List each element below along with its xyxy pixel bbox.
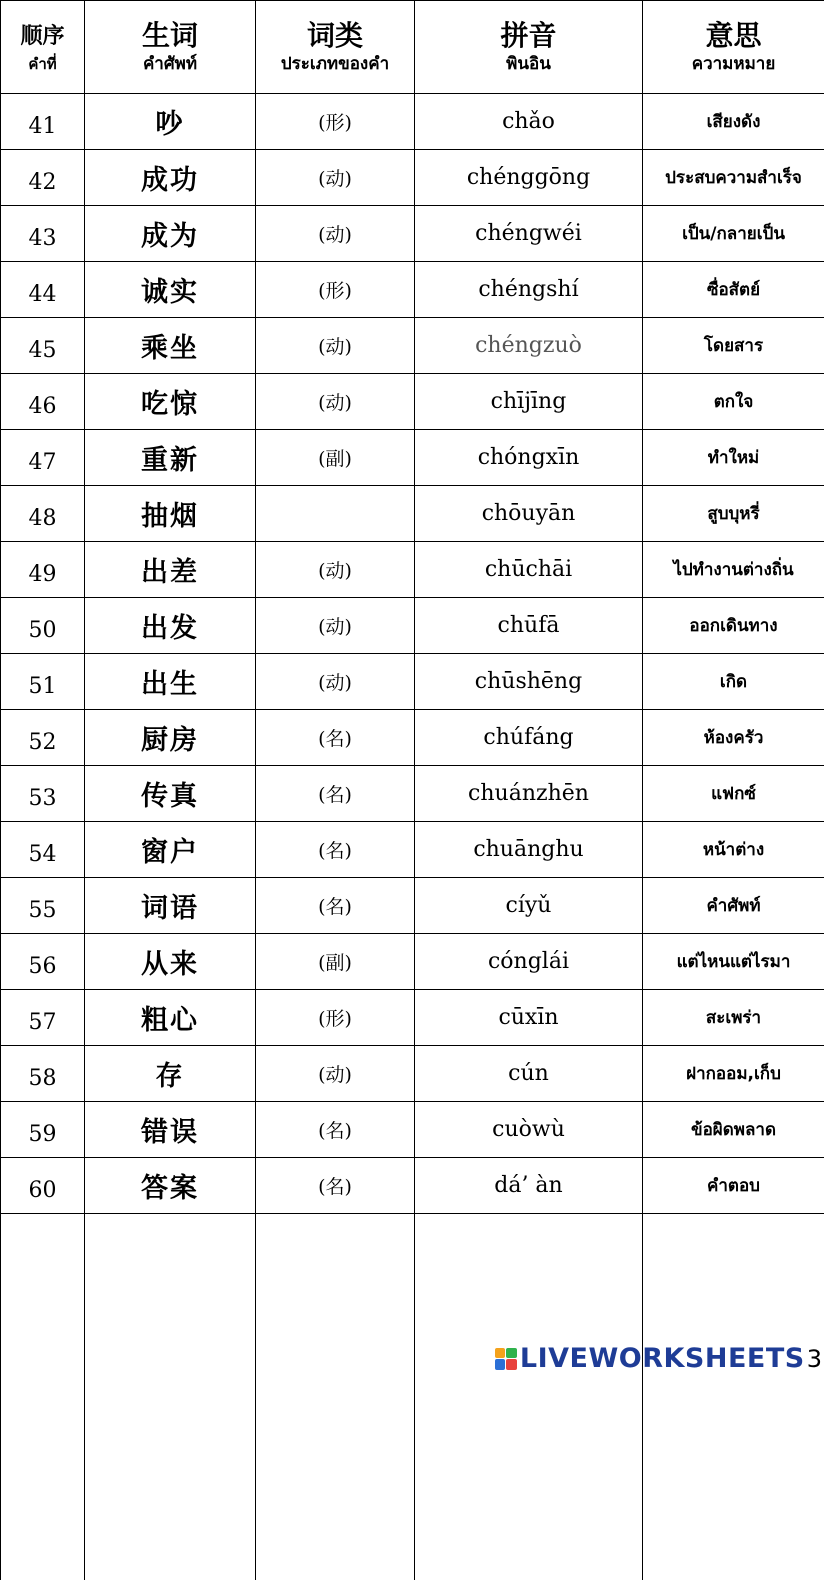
pinyin: chénggōng bbox=[415, 150, 643, 206]
thai-meaning: ฝากออม,เก็บ bbox=[643, 1046, 824, 1102]
pinyin: chūchāi bbox=[415, 542, 643, 598]
thai-meaning: หน้าต่าง bbox=[643, 822, 824, 878]
table-row bbox=[1, 486, 824, 542]
chinese-word: 重新 bbox=[85, 430, 256, 486]
pinyin: cuòwù bbox=[415, 1102, 643, 1158]
part-of-speech: (名) bbox=[256, 1158, 415, 1214]
thai-meaning: เสียงดัง bbox=[643, 94, 824, 150]
pinyin: chéngzuò bbox=[415, 318, 643, 374]
row-number: 44 bbox=[1, 262, 85, 318]
row-number: 47 bbox=[1, 430, 85, 486]
table-row bbox=[1, 766, 824, 822]
chinese-word: 存 bbox=[85, 1046, 256, 1102]
chinese-word: 窗户 bbox=[85, 822, 256, 878]
chinese-word: 从来 bbox=[85, 934, 256, 990]
table-row bbox=[1, 542, 824, 598]
part-of-speech: (动) bbox=[256, 206, 415, 262]
table-row bbox=[1, 206, 824, 262]
header-pos-zh: 词类 bbox=[256, 19, 414, 53]
row-number: 49 bbox=[1, 542, 85, 598]
row-number: 57 bbox=[1, 990, 85, 1046]
header-order-th: คำที่ bbox=[1, 53, 84, 75]
pinyin: chúfáng bbox=[415, 710, 643, 766]
chinese-word: 传真 bbox=[85, 766, 256, 822]
table-row bbox=[1, 1046, 824, 1102]
table-row bbox=[1, 710, 824, 766]
liveworksheets-footer bbox=[495, 1343, 822, 1374]
thai-meaning: ตกใจ bbox=[643, 374, 824, 430]
table-row bbox=[1, 934, 824, 990]
pinyin: cónglái bbox=[415, 934, 643, 990]
empty-filler-row bbox=[1, 1214, 824, 1580]
pinyin: cūxīn bbox=[415, 990, 643, 1046]
chinese-word: 吵 bbox=[85, 94, 256, 150]
chinese-word: 出发 bbox=[85, 598, 256, 654]
table-row bbox=[1, 990, 824, 1046]
pinyin: dá’ àn bbox=[415, 1158, 643, 1214]
header-meaning-zh: 意思 bbox=[643, 19, 824, 53]
empty-cell bbox=[256, 1214, 415, 1580]
table-row bbox=[1, 150, 824, 206]
table-row bbox=[1, 822, 824, 878]
header-pos bbox=[256, 1, 415, 94]
part-of-speech bbox=[256, 486, 415, 542]
part-of-speech: (名) bbox=[256, 710, 415, 766]
row-number: 59 bbox=[1, 1102, 85, 1158]
chinese-word: 乘坐 bbox=[85, 318, 256, 374]
part-of-speech: (名) bbox=[256, 822, 415, 878]
part-of-speech: (形) bbox=[256, 94, 415, 150]
chinese-word: 成为 bbox=[85, 206, 256, 262]
logo-square bbox=[495, 1348, 506, 1359]
header-order bbox=[1, 1, 85, 94]
chinese-word: 粗心 bbox=[85, 990, 256, 1046]
pinyin: chījīng bbox=[415, 374, 643, 430]
part-of-speech: (动) bbox=[256, 542, 415, 598]
thai-meaning: โดยสาร bbox=[643, 318, 824, 374]
table-row bbox=[1, 262, 824, 318]
table-row bbox=[1, 94, 824, 150]
pinyin: chéngwéi bbox=[415, 206, 643, 262]
empty-cell bbox=[643, 1214, 824, 1580]
row-number: 58 bbox=[1, 1046, 85, 1102]
header-pinyin-th: พินอิน bbox=[415, 53, 642, 75]
row-number: 52 bbox=[1, 710, 85, 766]
thai-meaning: เกิด bbox=[643, 654, 824, 710]
part-of-speech: (动) bbox=[256, 150, 415, 206]
table-row bbox=[1, 318, 824, 374]
thai-meaning: ไปทำงานต่างถิ่น bbox=[643, 542, 824, 598]
logo-square bbox=[506, 1359, 517, 1370]
thai-meaning: ซื่อสัตย์ bbox=[643, 262, 824, 318]
chinese-word: 出生 bbox=[85, 654, 256, 710]
header-pos-th: ประเภทของคำ bbox=[256, 53, 414, 75]
row-number: 41 bbox=[1, 94, 85, 150]
row-number: 54 bbox=[1, 822, 85, 878]
page-number: 3 bbox=[807, 1345, 822, 1373]
chinese-word: 抽烟 bbox=[85, 486, 256, 542]
header-order-zh: 顺序 bbox=[1, 19, 84, 53]
liveworksheets-logo-icon bbox=[495, 1348, 517, 1370]
logo-square bbox=[495, 1359, 506, 1370]
row-number: 53 bbox=[1, 766, 85, 822]
chinese-word: 成功 bbox=[85, 150, 256, 206]
thai-meaning: สะเพร่า bbox=[643, 990, 824, 1046]
table-row bbox=[1, 374, 824, 430]
part-of-speech: (动) bbox=[256, 598, 415, 654]
table-row bbox=[1, 654, 824, 710]
thai-meaning: เป็น/กลายเป็น bbox=[643, 206, 824, 262]
header-word-th: คำศัพท์ bbox=[85, 53, 255, 75]
table-row bbox=[1, 598, 824, 654]
pinyin: chóngxīn bbox=[415, 430, 643, 486]
chinese-word: 出差 bbox=[85, 542, 256, 598]
brand-name: LIVEWORKSHEETS bbox=[520, 1343, 805, 1374]
part-of-speech: (副) bbox=[256, 934, 415, 990]
part-of-speech: (名) bbox=[256, 1102, 415, 1158]
table-row bbox=[1, 1158, 824, 1214]
part-of-speech: (动) bbox=[256, 1046, 415, 1102]
part-of-speech: (名) bbox=[256, 766, 415, 822]
thai-meaning: ออกเดินทาง bbox=[643, 598, 824, 654]
logo-square bbox=[506, 1348, 517, 1359]
row-number: 51 bbox=[1, 654, 85, 710]
thai-meaning: แต่ไหนแต่ไรมา bbox=[643, 934, 824, 990]
header-row bbox=[1, 1, 824, 94]
part-of-speech: (形) bbox=[256, 262, 415, 318]
thai-meaning: ประสบความสำเร็จ bbox=[643, 150, 824, 206]
part-of-speech: (形) bbox=[256, 990, 415, 1046]
pinyin: chōuyān bbox=[415, 486, 643, 542]
header-pinyin bbox=[415, 1, 643, 94]
part-of-speech: (名) bbox=[256, 878, 415, 934]
header-meaning bbox=[643, 1, 824, 94]
empty-cell bbox=[415, 1214, 643, 1580]
thai-meaning: สูบบุหรี่ bbox=[643, 486, 824, 542]
thai-meaning: คำศัพท์ bbox=[643, 878, 824, 934]
chinese-word: 厨房 bbox=[85, 710, 256, 766]
header-word bbox=[85, 1, 256, 94]
thai-meaning: ห้องครัว bbox=[643, 710, 824, 766]
row-number: 43 bbox=[1, 206, 85, 262]
chinese-word: 词语 bbox=[85, 878, 256, 934]
row-number: 46 bbox=[1, 374, 85, 430]
part-of-speech: (动) bbox=[256, 318, 415, 374]
row-number: 42 bbox=[1, 150, 85, 206]
row-number: 48 bbox=[1, 486, 85, 542]
chinese-word: 吃惊 bbox=[85, 374, 256, 430]
chinese-word: 答案 bbox=[85, 1158, 256, 1214]
pinyin: chǎo bbox=[415, 94, 643, 150]
table-row bbox=[1, 1102, 824, 1158]
row-number: 50 bbox=[1, 598, 85, 654]
pinyin: chūshēng bbox=[415, 654, 643, 710]
row-number: 60 bbox=[1, 1158, 85, 1214]
thai-meaning: คำตอบ bbox=[643, 1158, 824, 1214]
pinyin: chuánzhēn bbox=[415, 766, 643, 822]
empty-cell bbox=[1, 1214, 85, 1580]
pinyin: chūfā bbox=[415, 598, 643, 654]
pinyin: chuānghu bbox=[415, 822, 643, 878]
row-number: 55 bbox=[1, 878, 85, 934]
header-meaning-th: ความหมาย bbox=[643, 53, 824, 75]
part-of-speech: (副) bbox=[256, 430, 415, 486]
pinyin: chéngshí bbox=[415, 262, 643, 318]
thai-meaning: ข้อผิดพลาด bbox=[643, 1102, 824, 1158]
part-of-speech: (动) bbox=[256, 654, 415, 710]
row-number: 45 bbox=[1, 318, 85, 374]
pinyin: cún bbox=[415, 1046, 643, 1102]
header-pinyin-zh: 拼音 bbox=[415, 19, 642, 53]
table-row bbox=[1, 878, 824, 934]
header-word-zh: 生词 bbox=[85, 19, 255, 53]
table-row bbox=[1, 430, 824, 486]
empty-cell bbox=[85, 1214, 256, 1580]
row-number: 56 bbox=[1, 934, 85, 990]
thai-meaning: ทำใหม่ bbox=[643, 430, 824, 486]
thai-meaning: แฟกซ์ bbox=[643, 766, 824, 822]
pinyin: cíyǔ bbox=[415, 878, 643, 934]
part-of-speech: (动) bbox=[256, 374, 415, 430]
chinese-word: 诚实 bbox=[85, 262, 256, 318]
chinese-word: 错误 bbox=[85, 1102, 256, 1158]
